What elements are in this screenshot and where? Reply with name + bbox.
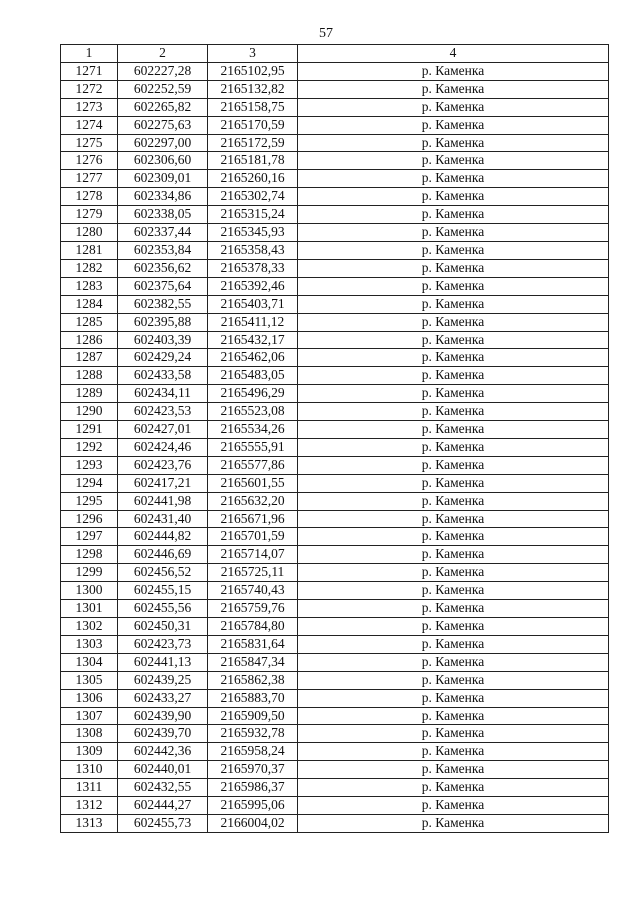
description-cell: р. Каменка <box>298 80 609 98</box>
point-number-cell: 1308 <box>61 725 118 743</box>
table-row <box>61 98 609 116</box>
y-coordinate-cell: 2165483,05 <box>208 367 298 385</box>
x-coordinate-cell: 602439,25 <box>118 671 208 689</box>
description-cell: р. Каменка <box>298 98 609 116</box>
point-number-cell: 1310 <box>61 761 118 779</box>
table-row <box>61 170 609 188</box>
table-row <box>61 797 609 815</box>
x-coordinate-cell: 602375,64 <box>118 277 208 295</box>
point-number-cell: 1296 <box>61 510 118 528</box>
description-cell: р. Каменка <box>298 349 609 367</box>
table-row <box>61 492 609 510</box>
y-coordinate-cell: 2165847,34 <box>208 653 298 671</box>
description-cell: р. Каменка <box>298 653 609 671</box>
table-row <box>61 456 609 474</box>
table-row <box>61 707 609 725</box>
table-row <box>61 62 609 80</box>
x-coordinate-cell: 602444,82 <box>118 528 208 546</box>
x-coordinate-cell: 602434,11 <box>118 385 208 403</box>
description-cell: р. Каменка <box>298 277 609 295</box>
description-cell: р. Каменка <box>298 259 609 277</box>
point-number-cell: 1293 <box>61 456 118 474</box>
table-row <box>61 385 609 403</box>
x-coordinate-cell: 602395,88 <box>118 313 208 331</box>
point-number-cell: 1299 <box>61 564 118 582</box>
x-coordinate-cell: 602309,01 <box>118 170 208 188</box>
point-number-cell: 1281 <box>61 241 118 259</box>
point-number-cell: 1288 <box>61 367 118 385</box>
y-coordinate-cell: 2165315,24 <box>208 206 298 224</box>
description-cell: р. Каменка <box>298 295 609 313</box>
point-number-cell: 1304 <box>61 653 118 671</box>
point-number-cell: 1294 <box>61 474 118 492</box>
point-number-cell: 1273 <box>61 98 118 116</box>
column-header-3: 3 <box>208 45 298 63</box>
x-coordinate-cell: 602334,86 <box>118 188 208 206</box>
x-coordinate-cell: 602252,59 <box>118 80 208 98</box>
y-coordinate-cell: 2165260,16 <box>208 170 298 188</box>
description-cell: р. Каменка <box>298 779 609 797</box>
y-coordinate-cell: 2165831,64 <box>208 635 298 653</box>
description-cell: р. Каменка <box>298 421 609 439</box>
point-number-cell: 1300 <box>61 582 118 600</box>
x-coordinate-cell: 602431,40 <box>118 510 208 528</box>
point-number-cell: 1295 <box>61 492 118 510</box>
table-row <box>61 474 609 492</box>
x-coordinate-cell: 602403,39 <box>118 331 208 349</box>
point-number-cell: 1309 <box>61 743 118 761</box>
x-coordinate-cell: 602444,27 <box>118 797 208 815</box>
y-coordinate-cell: 2165970,37 <box>208 761 298 779</box>
x-coordinate-cell: 602429,24 <box>118 349 208 367</box>
y-coordinate-cell: 2165132,82 <box>208 80 298 98</box>
table-row <box>61 421 609 439</box>
point-number-cell: 1275 <box>61 134 118 152</box>
point-number-cell: 1311 <box>61 779 118 797</box>
description-cell: р. Каменка <box>298 600 609 618</box>
x-coordinate-cell: 602356,62 <box>118 259 208 277</box>
x-coordinate-cell: 602353,84 <box>118 241 208 259</box>
x-coordinate-cell: 602297,00 <box>118 134 208 152</box>
y-coordinate-cell: 2165601,55 <box>208 474 298 492</box>
table-row <box>61 600 609 618</box>
x-coordinate-cell: 602338,05 <box>118 206 208 224</box>
y-coordinate-cell: 2165740,43 <box>208 582 298 600</box>
table-row <box>61 582 609 600</box>
point-number-cell: 1291 <box>61 421 118 439</box>
description-cell: р. Каменка <box>298 689 609 707</box>
description-cell: р. Каменка <box>298 582 609 600</box>
table-row <box>61 188 609 206</box>
description-cell: р. Каменка <box>298 797 609 815</box>
table-row <box>61 313 609 331</box>
x-coordinate-cell: 602440,01 <box>118 761 208 779</box>
table-row <box>61 367 609 385</box>
x-coordinate-cell: 602446,69 <box>118 546 208 564</box>
y-coordinate-cell: 2165909,50 <box>208 707 298 725</box>
description-cell: р. Каменка <box>298 438 609 456</box>
description-cell: р. Каменка <box>298 367 609 385</box>
y-coordinate-cell: 2165555,91 <box>208 438 298 456</box>
table-row <box>61 671 609 689</box>
point-number-cell: 1287 <box>61 349 118 367</box>
y-coordinate-cell: 2165725,11 <box>208 564 298 582</box>
description-cell: р. Каменка <box>298 707 609 725</box>
table-row <box>61 761 609 779</box>
description-cell: р. Каменка <box>298 206 609 224</box>
x-coordinate-cell: 602427,01 <box>118 421 208 439</box>
description-cell: р. Каменка <box>298 152 609 170</box>
x-coordinate-cell: 602433,27 <box>118 689 208 707</box>
x-coordinate-cell: 602306,60 <box>118 152 208 170</box>
y-coordinate-cell: 2165784,80 <box>208 618 298 636</box>
y-coordinate-cell: 2165534,26 <box>208 421 298 439</box>
description-cell: р. Каменка <box>298 385 609 403</box>
y-coordinate-cell: 2165701,59 <box>208 528 298 546</box>
x-coordinate-cell: 602337,44 <box>118 224 208 242</box>
point-number-cell: 1313 <box>61 814 118 832</box>
table-header-row <box>61 45 609 63</box>
y-coordinate-cell: 2166004,02 <box>208 814 298 832</box>
table-row <box>61 80 609 98</box>
table-row <box>61 116 609 134</box>
x-coordinate-cell: 602441,13 <box>118 653 208 671</box>
x-coordinate-cell: 602455,15 <box>118 582 208 600</box>
point-number-cell: 1306 <box>61 689 118 707</box>
x-coordinate-cell: 602265,82 <box>118 98 208 116</box>
table-row <box>61 635 609 653</box>
point-number-cell: 1283 <box>61 277 118 295</box>
point-number-cell: 1274 <box>61 116 118 134</box>
table-row <box>61 743 609 761</box>
description-cell: р. Каменка <box>298 134 609 152</box>
table-row <box>61 528 609 546</box>
point-number-cell: 1297 <box>61 528 118 546</box>
table-row <box>61 438 609 456</box>
table-row <box>61 653 609 671</box>
x-coordinate-cell: 602455,56 <box>118 600 208 618</box>
description-cell: р. Каменка <box>298 743 609 761</box>
x-coordinate-cell: 602432,55 <box>118 779 208 797</box>
y-coordinate-cell: 2165411,12 <box>208 313 298 331</box>
y-coordinate-cell: 2165462,06 <box>208 349 298 367</box>
y-coordinate-cell: 2165172,59 <box>208 134 298 152</box>
y-coordinate-cell: 2165714,07 <box>208 546 298 564</box>
table-row <box>61 295 609 313</box>
description-cell: р. Каменка <box>298 116 609 134</box>
y-coordinate-cell: 2165432,17 <box>208 331 298 349</box>
x-coordinate-cell: 602423,76 <box>118 456 208 474</box>
description-cell: р. Каменка <box>298 671 609 689</box>
y-coordinate-cell: 2165671,96 <box>208 510 298 528</box>
x-coordinate-cell: 602424,46 <box>118 438 208 456</box>
y-coordinate-cell: 2165995,06 <box>208 797 298 815</box>
point-number-cell: 1279 <box>61 206 118 224</box>
table-row <box>61 152 609 170</box>
y-coordinate-cell: 2165170,59 <box>208 116 298 134</box>
description-cell: р. Каменка <box>298 725 609 743</box>
point-number-cell: 1284 <box>61 295 118 313</box>
point-number-cell: 1271 <box>61 62 118 80</box>
table-row <box>61 241 609 259</box>
description-cell: р. Каменка <box>298 635 609 653</box>
y-coordinate-cell: 2165403,71 <box>208 295 298 313</box>
point-number-cell: 1301 <box>61 600 118 618</box>
description-cell: р. Каменка <box>298 331 609 349</box>
x-coordinate-cell: 602441,98 <box>118 492 208 510</box>
description-cell: р. Каменка <box>298 224 609 242</box>
table-row <box>61 779 609 797</box>
point-number-cell: 1290 <box>61 403 118 421</box>
y-coordinate-cell: 2165181,78 <box>208 152 298 170</box>
table-row <box>61 277 609 295</box>
table-row <box>61 689 609 707</box>
x-coordinate-cell: 602455,73 <box>118 814 208 832</box>
point-number-cell: 1280 <box>61 224 118 242</box>
x-coordinate-cell: 602423,53 <box>118 403 208 421</box>
x-coordinate-cell: 602439,70 <box>118 725 208 743</box>
table-body <box>61 62 609 832</box>
coordinates-table <box>60 44 609 833</box>
description-cell: р. Каменка <box>298 761 609 779</box>
description-cell: р. Каменка <box>298 528 609 546</box>
description-cell: р. Каменка <box>298 474 609 492</box>
x-coordinate-cell: 602456,52 <box>118 564 208 582</box>
y-coordinate-cell: 2165102,95 <box>208 62 298 80</box>
y-coordinate-cell: 2165378,33 <box>208 259 298 277</box>
point-number-cell: 1289 <box>61 385 118 403</box>
y-coordinate-cell: 2165392,46 <box>208 277 298 295</box>
table-row <box>61 224 609 242</box>
y-coordinate-cell: 2165932,78 <box>208 725 298 743</box>
x-coordinate-cell: 602433,58 <box>118 367 208 385</box>
x-coordinate-cell: 602439,90 <box>118 707 208 725</box>
y-coordinate-cell: 2165862,38 <box>208 671 298 689</box>
point-number-cell: 1286 <box>61 331 118 349</box>
x-coordinate-cell: 602382,55 <box>118 295 208 313</box>
table-row <box>61 564 609 582</box>
table-row <box>61 814 609 832</box>
column-header-1: 1 <box>61 45 118 63</box>
y-coordinate-cell: 2165523,08 <box>208 403 298 421</box>
point-number-cell: 1276 <box>61 152 118 170</box>
description-cell: р. Каменка <box>298 456 609 474</box>
x-coordinate-cell: 602442,36 <box>118 743 208 761</box>
x-coordinate-cell: 602275,63 <box>118 116 208 134</box>
point-number-cell: 1292 <box>61 438 118 456</box>
description-cell: р. Каменка <box>298 403 609 421</box>
table-row <box>61 618 609 636</box>
description-cell: р. Каменка <box>298 814 609 832</box>
y-coordinate-cell: 2165345,93 <box>208 224 298 242</box>
point-number-cell: 1312 <box>61 797 118 815</box>
y-coordinate-cell: 2165759,76 <box>208 600 298 618</box>
table-row <box>61 725 609 743</box>
description-cell: р. Каменка <box>298 492 609 510</box>
description-cell: р. Каменка <box>298 564 609 582</box>
page-number: 57 <box>319 26 333 41</box>
table-row <box>61 546 609 564</box>
description-cell: р. Каменка <box>298 313 609 331</box>
description-cell: р. Каменка <box>298 170 609 188</box>
y-coordinate-cell: 2165158,75 <box>208 98 298 116</box>
x-coordinate-cell: 602417,21 <box>118 474 208 492</box>
y-coordinate-cell: 2165496,29 <box>208 385 298 403</box>
table-row <box>61 510 609 528</box>
column-header-4: 4 <box>298 45 609 63</box>
table-row <box>61 134 609 152</box>
point-number-cell: 1305 <box>61 671 118 689</box>
description-cell: р. Каменка <box>298 188 609 206</box>
y-coordinate-cell: 2165883,70 <box>208 689 298 707</box>
description-cell: р. Каменка <box>298 546 609 564</box>
column-header-2: 2 <box>118 45 208 63</box>
point-number-cell: 1302 <box>61 618 118 636</box>
y-coordinate-cell: 2165302,74 <box>208 188 298 206</box>
point-number-cell: 1303 <box>61 635 118 653</box>
table-row <box>61 331 609 349</box>
table-row <box>61 349 609 367</box>
point-number-cell: 1298 <box>61 546 118 564</box>
y-coordinate-cell: 2165358,43 <box>208 241 298 259</box>
point-number-cell: 1285 <box>61 313 118 331</box>
y-coordinate-cell: 2165577,86 <box>208 456 298 474</box>
point-number-cell: 1277 <box>61 170 118 188</box>
description-cell: р. Каменка <box>298 241 609 259</box>
x-coordinate-cell: 602227,28 <box>118 62 208 80</box>
x-coordinate-cell: 602423,73 <box>118 635 208 653</box>
y-coordinate-cell: 2165632,20 <box>208 492 298 510</box>
table-row <box>61 206 609 224</box>
y-coordinate-cell: 2165986,37 <box>208 779 298 797</box>
point-number-cell: 1278 <box>61 188 118 206</box>
point-number-cell: 1307 <box>61 707 118 725</box>
y-coordinate-cell: 2165958,24 <box>208 743 298 761</box>
table-row <box>61 259 609 277</box>
point-number-cell: 1272 <box>61 80 118 98</box>
description-cell: р. Каменка <box>298 510 609 528</box>
description-cell: р. Каменка <box>298 618 609 636</box>
x-coordinate-cell: 602450,31 <box>118 618 208 636</box>
point-number-cell: 1282 <box>61 259 118 277</box>
table-row <box>61 403 609 421</box>
description-cell: р. Каменка <box>298 62 609 80</box>
